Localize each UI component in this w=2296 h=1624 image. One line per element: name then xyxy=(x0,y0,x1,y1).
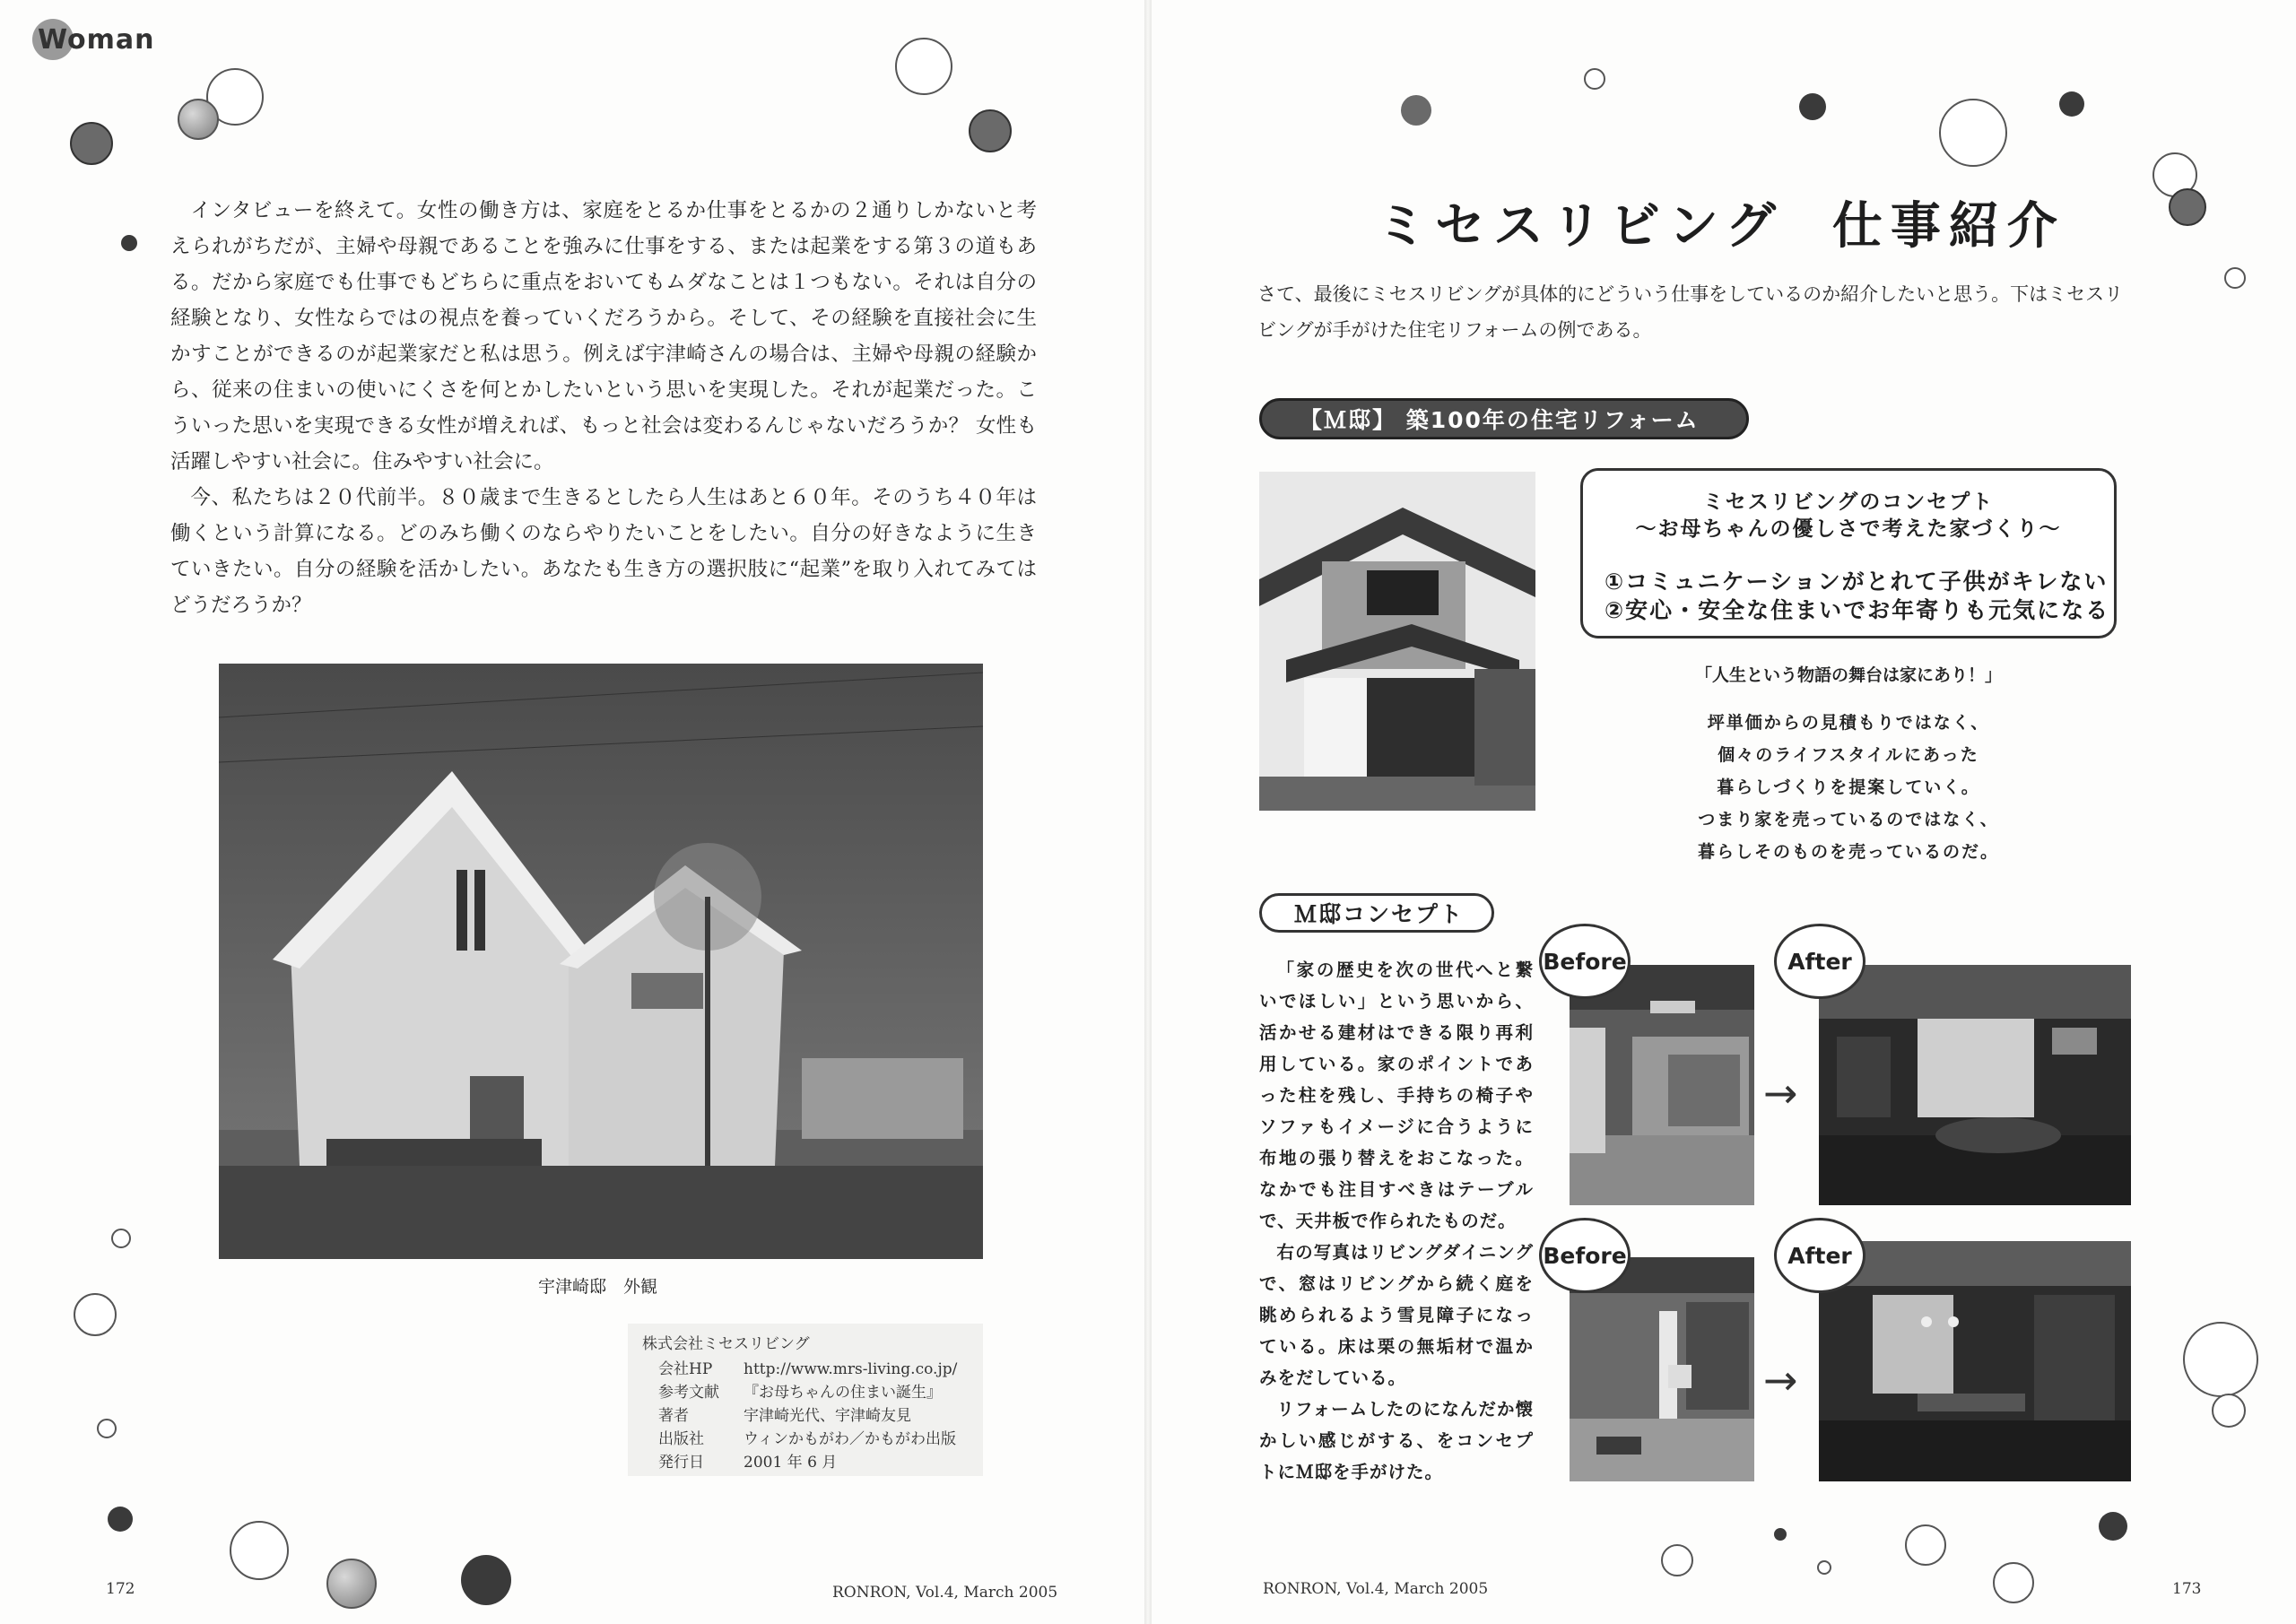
decor-circle xyxy=(326,1559,377,1609)
before-photo-1 xyxy=(1570,965,1754,1205)
motto-line: 個々のライフスタイルにあった xyxy=(1718,745,1979,765)
concept-title: ミセスリビングのコンセプト xyxy=(1702,491,1995,514)
info-value: ウィンかもがわ／かもがわ出版 xyxy=(744,1430,956,1448)
info-key: 出版社 xyxy=(658,1430,704,1448)
page-title-part2: 仕事紹介 xyxy=(1831,197,2066,256)
after-photo-2 xyxy=(1819,1241,2131,1481)
info-key: 著者 xyxy=(658,1407,689,1425)
motto-quote: 「人生という物語の舞台は家にあり！」 xyxy=(1694,665,2002,685)
section-heading-m-house: 【Ｍ邸】 築100年の住宅リフォーム xyxy=(1259,398,1749,439)
info-value: 宇津崎光代、宇津崎友見 xyxy=(744,1407,911,1425)
decor-circle xyxy=(1905,1524,1946,1566)
after-photo-1 xyxy=(1819,965,2131,1205)
info-value: http://www.mrs-living.co.jp/ xyxy=(744,1360,958,1378)
decor-circle xyxy=(108,1507,133,1532)
after-badge-1: After xyxy=(1774,924,1866,999)
decor-circle xyxy=(2224,267,2246,289)
concept-paragraph: 「家の歴史を次の世代へと繋いでほしい」という思いから、活かせる建材はできる限り再利用している。家のポイントであった柱を残し、手持ちの椅子やソファもイメージに合うように布地の張り替えをおこなった。なかでも注目すべきはテーブルで、天井板で作られたものだ。 xyxy=(1259,960,1534,1231)
before-badge-2: Before xyxy=(1539,1218,1631,1293)
company-info-box xyxy=(628,1324,983,1476)
info-value: 2001 年 6 月 xyxy=(744,1454,838,1472)
decor-circle xyxy=(969,109,1012,152)
decor-circle xyxy=(1401,95,1431,126)
decor-circle xyxy=(1774,1528,1787,1541)
before-badge-1: Before xyxy=(1539,924,1631,999)
decor-circle xyxy=(895,38,952,95)
motto-body xyxy=(1580,707,2117,868)
info-row-publisher xyxy=(658,1426,956,1448)
m-house-concept-text xyxy=(1259,954,1534,1488)
concept-item-1: ①コミュニケーションがとれて子供がキレない xyxy=(1605,569,2109,595)
decor-circle xyxy=(111,1229,131,1248)
page-number-right: 173 xyxy=(2172,1580,2202,1598)
concept-item-2: ②安心・安全な住まいでお年寄りも元気になる xyxy=(1605,597,2110,623)
footer-right: RONRON, Vol.4, March 2005 xyxy=(1263,1580,1489,1598)
intro-text: さて、最後にミセスリビングが具体的にどういう仕事をしているのか紹介したいと思う。下はミセスリビングが手がけた住宅リフォームの例である。 xyxy=(1257,283,2124,341)
info-row-website xyxy=(658,1356,957,1378)
arrow-icon: → xyxy=(1763,1356,1798,1404)
concept-paragraph: リフォームしたのになんだか懐かしい感じがする、をコンセプトにＭ邸を手がけた。 xyxy=(1259,1399,1534,1482)
decor-circle xyxy=(2059,91,2084,117)
decor-circle xyxy=(2183,1322,2258,1397)
photo-caption: 宇津崎邸 外観 xyxy=(538,1277,658,1297)
arrow-icon: → xyxy=(1763,1069,1798,1117)
decor-circle xyxy=(1584,68,1605,90)
info-key: 会社HP xyxy=(658,1360,713,1378)
decor-circle xyxy=(1939,99,2007,167)
decor-circle xyxy=(1799,93,1826,120)
decor-circle xyxy=(2212,1394,2246,1428)
essay-paragraph: インタビューを終えて。女性の働き方は、家庭をとるか仕事をとるかの２通りしかないと考えられがちだが、主婦や母親であることを強みに仕事をする、または起業をする第３の道もある。だから家庭でも仕事でもどちらに重点をおいてもムダなことは１つもない。それは自分の経験となり、女性ならではの視点を養っていくだろうから。そして、その経験を直接社会に生かすことができるのが起業家だと私は思う。例えば宇津崎さんの場合は、主婦や母親の経験から、従来の住まいの使いにくさを何とかしたいという思いを実現した。それが起業だった。こういった思いを実現できる女性が増えれば、もっと社会は変わるんじゃないだろうか？ 女性も活躍しやすい社会に。住みやすい社会に。 xyxy=(170,199,1037,473)
section-tag xyxy=(32,16,155,63)
decor-circle xyxy=(1993,1562,2034,1603)
concept-paragraph: 右の写真はリビングダイニングで、窓はリビングから続く庭を眺められるよう雪見障子になっている。床は栗の無垢材で温かみをだしている。 xyxy=(1259,1242,1534,1388)
info-key: 発行日 xyxy=(658,1454,704,1472)
decor-circle xyxy=(121,235,137,251)
decor-circle xyxy=(1661,1544,1693,1576)
section-heading-m-concept: Ｍ邸コンセプト xyxy=(1259,893,1494,933)
after-badge-2: After xyxy=(1774,1218,1866,1293)
house-exterior-photo xyxy=(219,664,983,1259)
motto-line: 坪単価からの見積もりではなく、 xyxy=(1707,713,1990,733)
page-number-left: 172 xyxy=(106,1580,135,1598)
footer-left: RONRON, Vol.4, March 2005 xyxy=(832,1584,1058,1602)
decor-circle xyxy=(178,99,219,140)
decor-circle xyxy=(70,122,113,165)
decor-circle xyxy=(2099,1512,2127,1541)
info-key: 参考文献 xyxy=(658,1384,719,1402)
m-house-exterior-photo xyxy=(1259,472,1535,811)
info-row-date xyxy=(658,1449,837,1472)
section-tag-label: Woman xyxy=(38,23,155,56)
info-row-reference xyxy=(658,1379,942,1402)
decor-circle xyxy=(1817,1560,1831,1575)
decor-circle xyxy=(2169,188,2206,226)
decor-circle xyxy=(461,1555,511,1605)
book-gutter xyxy=(1144,0,1152,1624)
motto-line: 暮らしづくりを提案していく。 xyxy=(1717,777,1980,797)
concept-box xyxy=(1580,468,2117,638)
page-title xyxy=(1377,187,2066,258)
motto-line: つまり家を売っているのではなく、 xyxy=(1698,810,1999,829)
concept-subtitle: ～お母ちゃんの優しさで考えた家づくり～ xyxy=(1635,517,2062,541)
info-value: 『お母ちゃんの住まい誕生』 xyxy=(744,1384,942,1402)
info-row-authors xyxy=(658,1403,911,1425)
page-title-part1: ミセスリビング xyxy=(1377,197,1784,256)
essay-paragraph: 今、私たちは２０代前半。８０歳まで生きるとしたら人生はあと６０年。そのうち４０年は働くという計算になる。どのみち働くのならやりたいことをしたい。自分の好きなように生きていきたい。自分の経験を活かしたい。あなたも生き方の選択肢に“起業”を取り入れてみてはどうだろうか？ xyxy=(170,486,1037,617)
motto-line: 暮らしそのものを売っているのだ。 xyxy=(1697,842,1999,862)
decor-circle xyxy=(230,1521,289,1580)
decor-circle xyxy=(74,1293,117,1336)
decor-circle xyxy=(97,1419,117,1438)
company-name: 株式会社ミセスリビング xyxy=(642,1335,810,1353)
closing-essay xyxy=(170,193,1037,623)
